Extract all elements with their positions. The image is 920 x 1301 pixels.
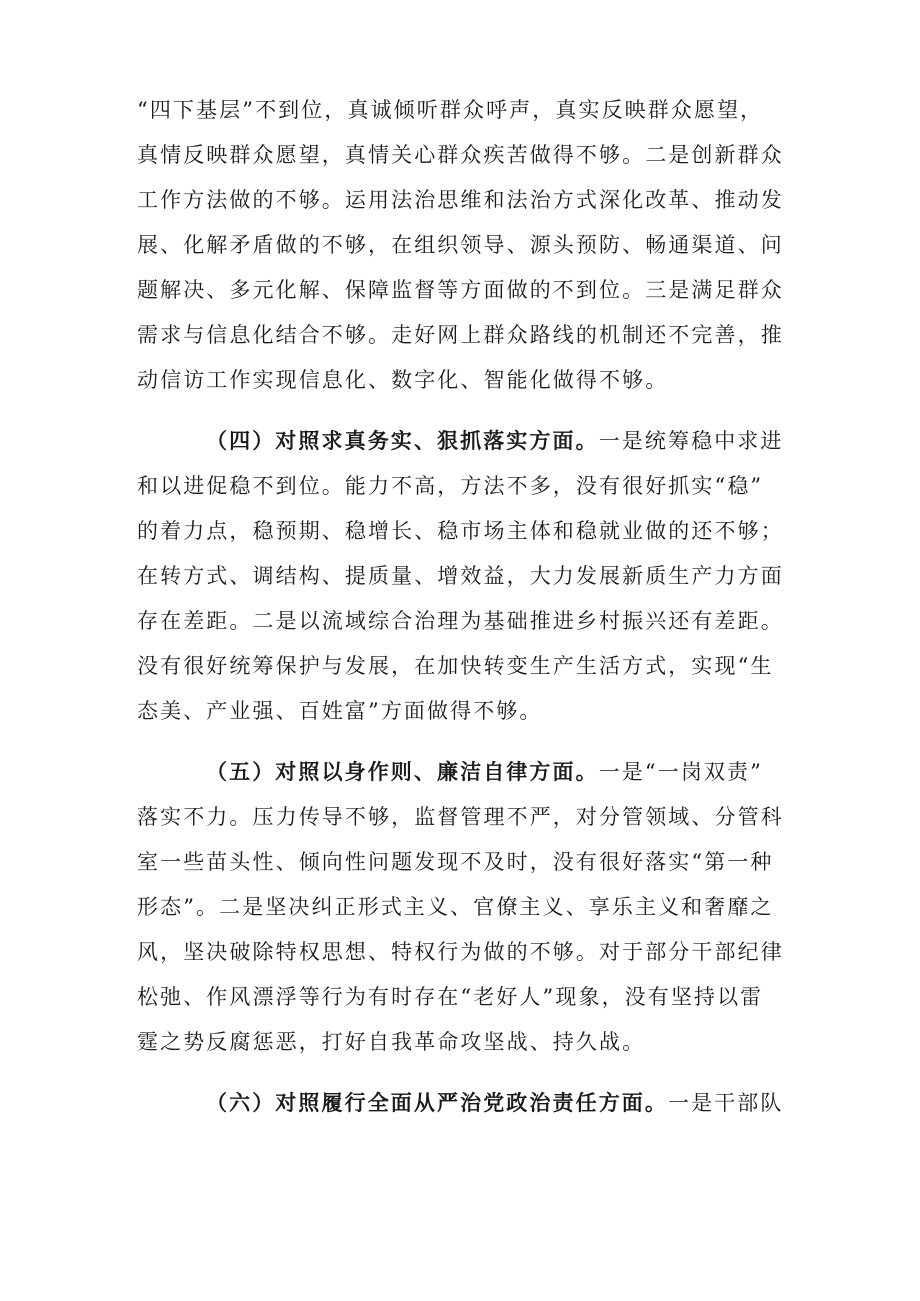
- text-line: 松弛、作风漂浮等行为有时存在“老好人”现象，没有坚持以雷: [137, 985, 764, 1009]
- first-line: [137, 418, 793, 464]
- text-line: 存在差距。二是以流域综合治理为基础推进乡村振兴还有差距。: [137, 609, 784, 633]
- text-line: 的着力点，稳预期、稳增长、稳市场主体和稳就业做的还不够；: [137, 519, 784, 543]
- section-heading: （四）对照求真务实、狠抓落实方面。: [206, 428, 599, 453]
- first-line: [137, 749, 793, 795]
- text-line: 动信访工作实现信息化、数字化、智能化做得不够。: [137, 368, 669, 392]
- text-line: 形态”。二是坚决纠正形式主义、官僚主义、享乐主义和奢靡之: [137, 895, 774, 919]
- paragraph-section-5: [137, 749, 793, 1065]
- section-heading: （五）对照以身作则、廉洁自律方面。: [206, 759, 599, 784]
- first-line: [137, 1080, 793, 1126]
- text-line: 题解决、多元化解、保障监督等方面做的不到位。三是满足群众: [137, 278, 784, 302]
- document-page: [137, 88, 793, 1141]
- text-line: 和以进促稳不到位。能力不高，方法不多，没有很好抓实“稳”: [137, 474, 764, 498]
- text-line: 真情反映群众愿望，真情关心群众疾苦做得不够。二是创新群众: [137, 143, 784, 167]
- text-line: 霆之势反腐惩恶，打好自我革命攻坚战、持久战。: [137, 1030, 646, 1054]
- text-line: 工作方法做的不够。运用法治思维和法治方式深化改革、推动发: [137, 188, 784, 212]
- text-line: 态美、产业强、百姓富”方面做得不够。: [137, 699, 543, 723]
- text-line: 风，坚决破除特权思想、特权行为做的不够。对于部分干部纪律: [137, 940, 784, 964]
- section-heading: （六）对照履行全面从严治党政治责任方面。: [206, 1090, 668, 1115]
- paragraph-section-6: [137, 1080, 793, 1126]
- first-line-text: 一是统筹稳中求进: [598, 429, 784, 453]
- text-line: 落实不力。压力传导不够，监督管理不严，对分管领域、分管科: [137, 805, 784, 829]
- paragraph-continuation: [137, 88, 793, 403]
- text-line: 在转方式、调结构、提质量、增效益，大力发展新质生产力方面: [137, 564, 784, 588]
- text-line: 展、化解矛盾做的不够，在组织领导、源头预防、畅通渠道、问: [137, 233, 784, 257]
- text-line: 室一些苗头性、倾向性问题发现不及时，没有很好落实“第一种: [137, 850, 774, 874]
- first-line-text: 一是干部队: [668, 1091, 784, 1115]
- text-line: “四下基层”不到位，真诚倾听群众呼声，真实反映群众愿望，: [137, 98, 764, 122]
- text-line: 没有很好统筹保护与发展，在加快转变生产生活方式，实现“生: [137, 654, 774, 678]
- paragraph-section-4: [137, 418, 793, 734]
- first-line-text: 一是“一岗双责”: [598, 760, 763, 784]
- text-line: 需求与信息化结合不够。走好网上群众路线的机制还不完善，推: [137, 323, 784, 347]
